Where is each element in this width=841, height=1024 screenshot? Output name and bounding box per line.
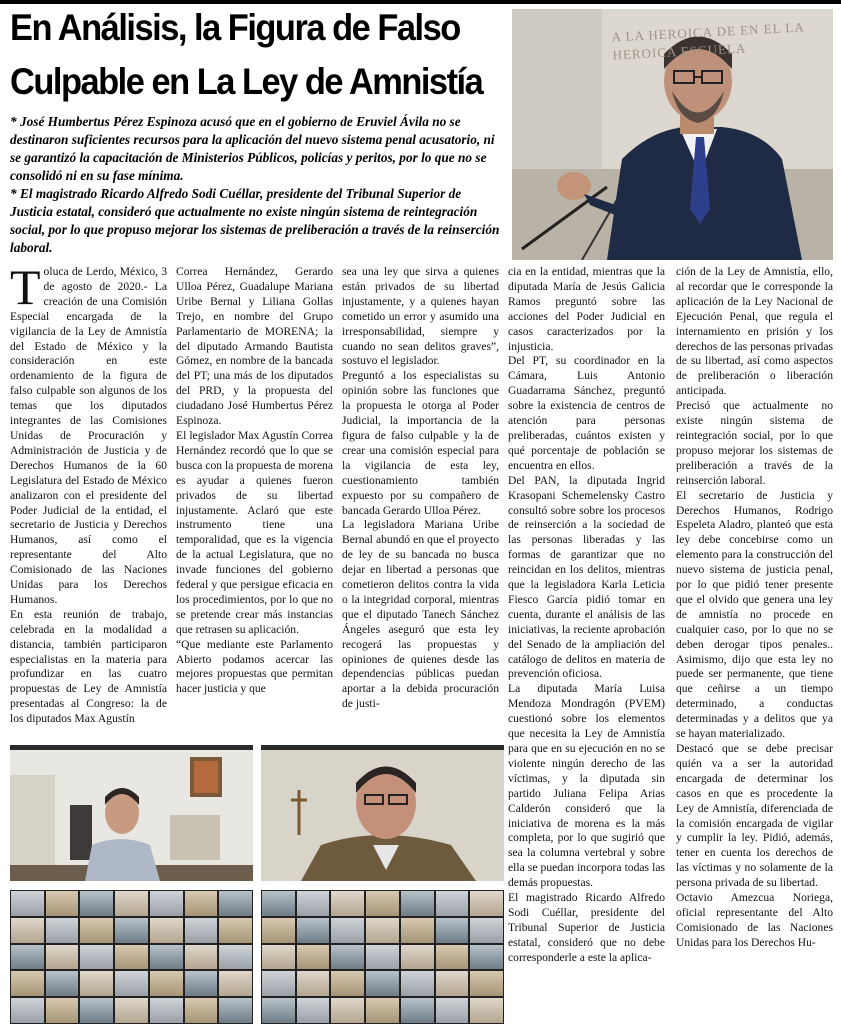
column-5-paragraph-4: Destacó que se debe precisar quién va a ser la autoridad encargada de determinar los casos en que es procedente la Ley de Amnistía, diferenciada de la comisión encargada de vigilar y cumplir la ley. Pidió, además, tener en cuenta los derechos de las víctimas y no solamente de la persona privada de su libertad. [676, 742, 833, 890]
article-column-3 [342, 265, 499, 712]
headline-line-1: En Análisis, la Figura de Falso [10, 7, 460, 48]
article-column-2 [176, 265, 333, 697]
column-5-paragraph-2: Precisó que actualmente no existe ningún sistema de reintegración social, por lo que propuso mejorar los sistemas de preliberación a través de la reinserción laboral. [676, 399, 833, 487]
column-5-paragraph-1: ción de la Ley de Amnistía, ello, al recordar que le corresponde la aplicación de la Ley Nacional de Ejecución Penal, que regula el internamiento en prisión y los derechos de las personas privadas de su libertad, así como aspectos de preliberación o liberación anticipada. [676, 265, 833, 398]
article-column-1 [10, 259, 167, 727]
top-rule [0, 0, 841, 4]
column-4-paragraph-5: El magistrado Ricardo Alfredo Sodi Cuéllar, presidente del Tribunal Superior de Justicia estatal, consideró que no debe corresponderle a este la aplica- [508, 891, 665, 964]
column-4-paragraph-1: cia en la entidad, mientras que la diputada María de Jesús Galicia Ramos preguntó sobre las acciones del Poder Judicial en casos caracterizados por la injusticia. [508, 265, 665, 353]
column-4-paragraph-4: La diputada María Luisa Mendoza Mondragón (PVEM) cuestionó sobre los elementos que necesita la Ley de Amnistía para que en su ejecución en no se violente ningún derecho de las víctimas, y la diputada sin partido Juliana Felipa Arias Calderón consideró que la iniciativa de morena es la más completa, por lo que sugirió que sea la columna vertebral y sobre ella se puedan incorpora todas las demás propuestas. [508, 682, 665, 890]
article-column-4 [508, 265, 665, 966]
column-3-paragraph-2: Preguntó a los especialistas su opinión sobre las funciones que la propuesta le otorga al Poder Judicial, la importancia de la figura de falso culpable y la de crear una comisión especial para la vigilancia de esta ley, cuestionamiento también expuesto por su compañero de bancada Gerardo Ulloa Pérez. [342, 369, 499, 517]
video-call-gallery-right [261, 890, 504, 1024]
video-call-speaker-1 [10, 745, 253, 881]
column-4-paragraph-3: Del PAN, la diputada Ingrid Krasopani Schemelensky Castro consultó sobre sobre los procesos de reinserción a la sociedad de las personas liberadas y las formas de garantizar que no reincidan en los delitos, mientras que la legisladora Karla Leticia Fiesco García pidió tomar en cuenta, durante el análisis de las iniciativas, la reciente aprobación del Senado de la ampliación del catálogo de delitos en materia de prevención oficiosa. [508, 473, 665, 681]
column-3-paragraph-1: sea una ley que sirva a quienes están privados de su libertad injustamente, y a quienes hayan cometido un error y asumido una irresponsabilidad, siempre y cuando no sean delitos graves”, sostuvo el legislador. [342, 265, 499, 368]
column-5-paragraph-5: Octavio Amezcua Noriega, oficial representante del Alto Comisionado de las Naciones Unidas para los Derechos Hu- [676, 891, 833, 949]
column-3-paragraph-3: La legisladora Mariana Uribe Bernal abundó en que el proyecto de ley de su bancada no busca dejar en libertad a personas que cometieron delitos contra la vida o la integridad corporal, mientras que el diputado Tanech Sánchez Ángeles aseguró que esta ley recogerá las propuestas y opiniones de quienes desde las dependencias públicas puedan aportar a la debida procuración de justi- [342, 518, 499, 711]
column-5-paragraph-3: El secretario de Justicia y Derechos Humanos, Rodrigo Espeleta Aladro, planteó que esta ley debe concebirse como un elemento para la construcción del nuevo sistema de justicia penal, por lo que pidió tener presente que el olvido que genera una ley de amnistía no procede en cualquier caso, por lo que no se deben derogar tipos penales.. Asimismo, dijo que esta ley no puede ser permanente, que tiene que ceñirse a un tiempo determinado, a conductas determinadas y a delitos que ya se hayan materializado. [676, 488, 833, 741]
column-1-paragraph-2: En esta reunión de trabajo, celebrada en la modalidad a distancia, también participaron especialistas en la materia para profundizar en las cuatro propuestas de Ley de Amnistía presentadas al Congreso: la de los diputados Max Agustín [10, 607, 167, 726]
headline-line-2: Culpable en La Ley de Amnistía [10, 61, 483, 102]
video-call-speaker-2 [261, 745, 504, 881]
column-1-paragraph-1: oluca de Lerdo, México, 3 de agosto de 2020.- La creación de una Comisión Especial encargada de la vigilancia de la Ley de Amnistía del Estado de México y la consideración en este ordenamiento de la figura de falso culpable son algunos de los temas que los diputados integrantes de las Comisiones Unidas de Procuración y Administración de Justicia y de Derechos Humanos de la 60 Legislatura del Estado de México analizaron con el presidente del Poder Judicial de la entidad, el secretario de Justicia y Derechos Humanos, así como el representante del Alto Comisionado de las Naciones Unidas para los Derechos Humanos. [10, 265, 167, 606]
article-column-5 [676, 265, 833, 951]
summary-paragraph-2: * El magistrado Ricardo Alfredo Sodi Cuéllar, presidente del Tribunal Superior de Justicia estatal, consideró que actualmente no existe ningún sistema de reintegración social, por lo que propuso mejorar los sistemas de preliberación a través de la reinserción laboral. [10, 186, 500, 255]
dropcap-letter: T [10, 259, 41, 315]
column-2-paragraph-1: Correa Hernández, Gerardo Ulloa Pérez, Guadalupe Mariana Uribe Bernal y Liliana Gollas Trejo, en nombre del Grupo Parlamentario de MORENA; la del diputado Armando Bautista Gómez, en nombre de la bancada del PT; una más de los diputados del PRD, y la propuesta del ciudadano José Humbertus Pérez Espinoza. [176, 265, 333, 428]
column-4-paragraph-2: Del PT, su coordinador en la Cámara, Luis Antonio Guadarrama Sánchez, preguntó sobre la existencia de centros de atención para personas preliberadas, cuántos existen y qué porcentaje de población se encuentra en ellos. [508, 354, 665, 472]
speaker-photo [512, 9, 833, 260]
video-call-gallery-left [10, 890, 253, 1024]
summary-paragraph-1: * José Humbertus Pérez Espinoza acusó que en el gobierno de Eruviel Ávila no se destinaron suficientes recursos para la aplicación del nuevo sistema penal acusatorio, ni se garantizó la capacitación de Ministerios Públicos, policías y peritos, por lo que no se consolidó ni en su fase mínima. [10, 114, 495, 183]
column-2-paragraph-3: “Que mediante este Parlamento Abierto podamos acercar las mejores propuestas que permitan hacer justicia y que [176, 637, 333, 696]
wall-inscription: A LA HEROICA DE EN EL LA HEROICA ESCUELA [611, 19, 805, 63]
column-2-paragraph-2: El legislador Max Agustín Correa Hernández recordó que lo que se busca con la propuesta de morena es ayudar a quienes fueron privados de su libertad injustamente. Aclaró que este instrumento tiene una temporalidad, que es la vigencia de la actual Legislatura, que no invade funciones del gobierno federal y que persigue eficacia en los procedimientos, por lo que no se pretende crear más instancias que retrasen su aplicación. [176, 428, 333, 636]
